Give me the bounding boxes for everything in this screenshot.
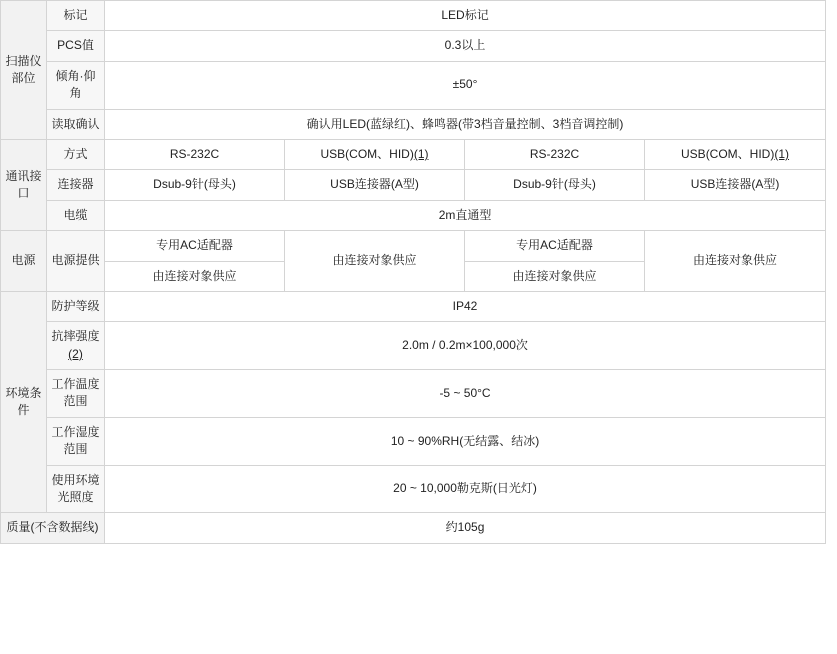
sub-humidity-range: 工作湿度范围 — [47, 417, 105, 465]
category-weight: 质量(不含数据线) — [1, 513, 105, 543]
value-power-object-4: 由连接对象供应 — [645, 231, 826, 292]
table-row — [1, 61, 826, 109]
value-method-2 — [285, 139, 465, 169]
value-power-ac-1: 专用AC适配器 — [105, 231, 285, 261]
value-method-4 — [645, 139, 826, 169]
value-connector-1: Dsub-9针(母头) — [105, 170, 285, 200]
value-method-4-text: USB(COM、HID) — [681, 146, 775, 161]
value-weight: 约105g — [105, 513, 826, 543]
value-power-ac-2: 专用AC适配器 — [465, 231, 645, 261]
sub-protection: 防护等级 — [47, 291, 105, 321]
category-communication: 通讯接口 — [1, 139, 47, 230]
value-pcs: 0.3以上 — [105, 31, 826, 61]
sub-drop-strength-text: 抗摔强度 — [51, 329, 100, 344]
table-row — [1, 370, 826, 418]
value-method-3: RS-232C — [465, 139, 645, 169]
value-drop-strength: 2.0m / 0.2m×100,000次 — [105, 322, 826, 370]
table-row — [1, 139, 826, 169]
sub-read-confirm: 读取确认 — [47, 109, 105, 139]
value-connector-4: USB连接器(A型) — [645, 170, 826, 200]
value-method-2-text: USB(COM、HID) — [320, 146, 414, 161]
value-humidity-range: 10 ~ 90%RH(无结露、结冰) — [105, 417, 826, 465]
value-connector-3: Dsub-9针(母头) — [465, 170, 645, 200]
value-power-object-3: 由连接对象供应 — [465, 261, 645, 291]
table-row — [1, 31, 826, 61]
sub-angle: 倾角·仰角 — [47, 61, 105, 109]
sub-temperature-range: 工作温度范围 — [47, 370, 105, 418]
footnote-ref-2: (2) — [68, 346, 83, 361]
value-cable: 2m直通型 — [105, 200, 826, 230]
table-row — [1, 231, 826, 261]
table-row — [1, 109, 826, 139]
sub-ambient-light: 使用环境光照度 — [47, 465, 105, 513]
footnote-ref-1b: (1) — [774, 146, 790, 161]
table-row — [1, 1, 826, 31]
value-connector-2: USB连接器(A型) — [285, 170, 465, 200]
category-environment: 环境条件 — [1, 291, 47, 513]
value-angle: ±50° — [105, 61, 826, 109]
category-scanner: 扫描仪部位 — [1, 1, 47, 140]
value-power-object-1: 由连接对象供应 — [105, 261, 285, 291]
table-row — [1, 291, 826, 321]
sub-method: 方式 — [47, 139, 105, 169]
table-row — [1, 513, 826, 543]
table-row — [1, 465, 826, 513]
value-method-1: RS-232C — [105, 139, 285, 169]
table-row — [1, 417, 826, 465]
sub-cable: 电缆 — [47, 200, 105, 230]
sub-power-supply: 电源提供 — [47, 231, 105, 292]
table-row — [1, 322, 826, 370]
category-power: 电源 — [1, 231, 47, 292]
value-temperature-range: -5 ~ 50°C — [105, 370, 826, 418]
value-read-confirm: 确认用LED(蓝绿红)、蜂鸣器(带3档音量控制、3档音调控制) — [105, 109, 826, 139]
footnote-ref-1: (1) — [413, 146, 429, 161]
table-row — [1, 200, 826, 230]
table-row — [1, 170, 826, 200]
value-protection: IP42 — [105, 291, 826, 321]
sub-drop-strength — [47, 322, 105, 370]
value-power-object-2: 由连接对象供应 — [285, 231, 465, 292]
value-ambient-light: 20 ~ 10,000勒克斯(日光灯) — [105, 465, 826, 513]
sub-pcs: PCS值 — [47, 31, 105, 61]
sub-mark: 标记 — [47, 1, 105, 31]
value-mark: LED标记 — [105, 1, 826, 31]
sub-connector: 连接器 — [47, 170, 105, 200]
